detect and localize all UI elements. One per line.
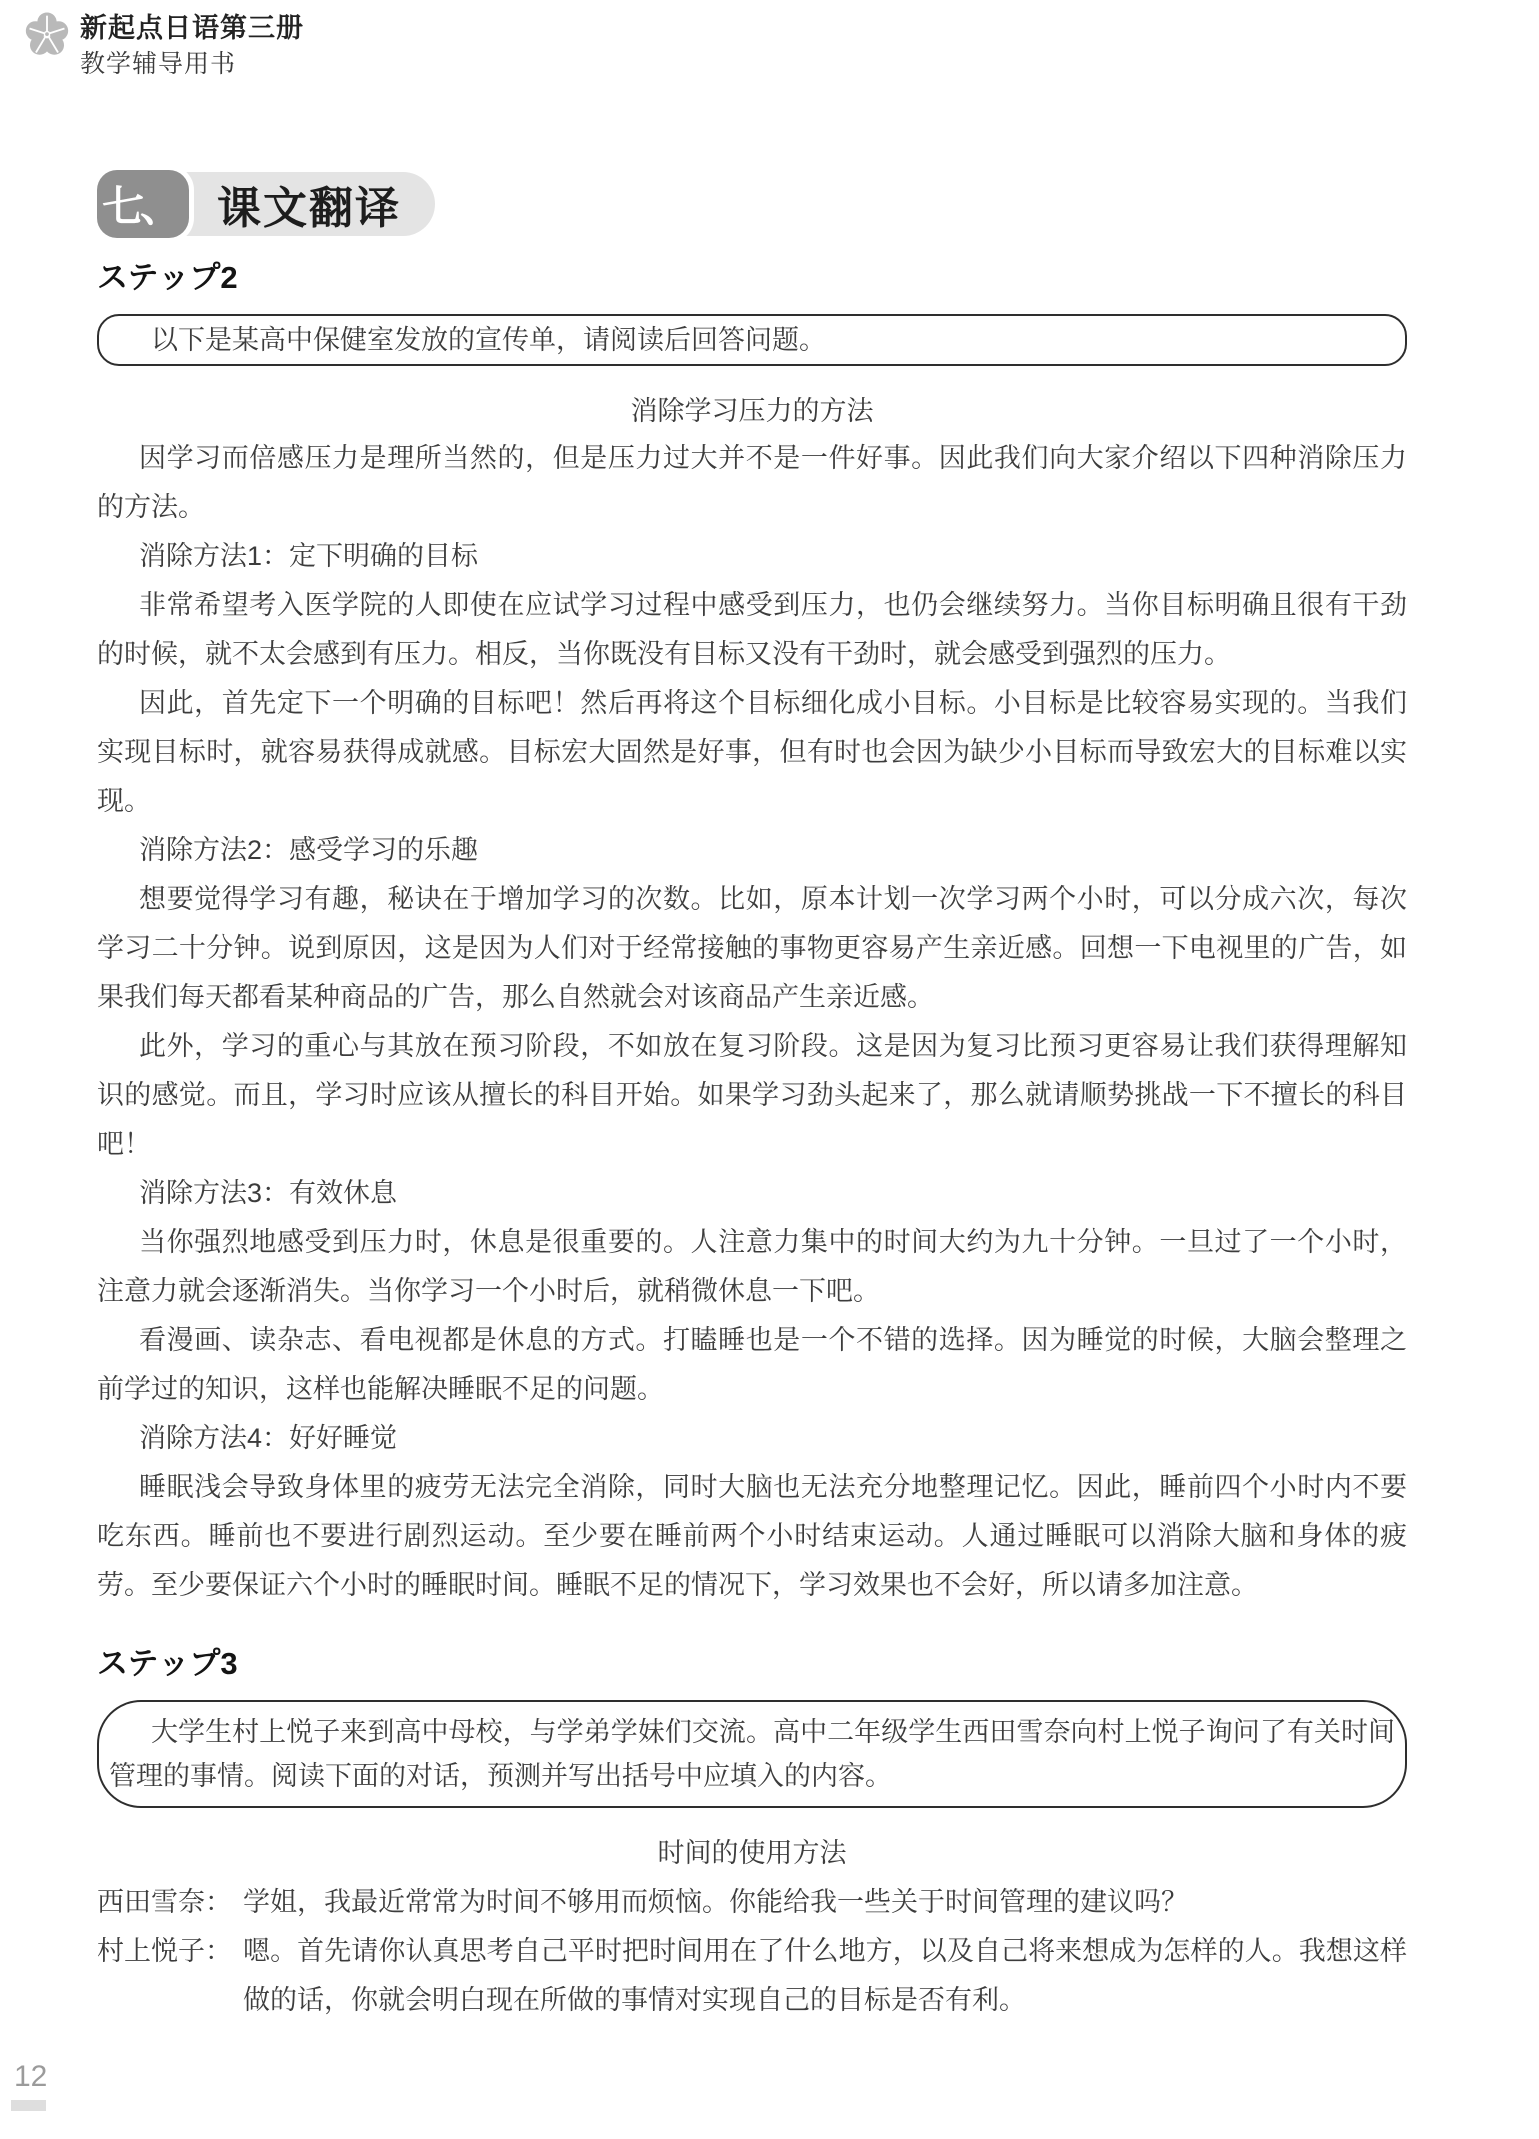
article-paragraph: 非常希望考入医学院的人即使在应试学习过程中感受到压力，也仍会继续努力。当你目标明确且很有干劲的时候，就不太会感到有压力。相反，当你既没有目标又没有干劲时，就会感受到强烈的压力。 <box>97 590 1407 669</box>
dialog-title: 时间的使用方法 <box>657 1838 847 1868</box>
section-title: 课文翻译 <box>217 184 401 233</box>
dialog-line <box>97 1878 1407 1927</box>
article-paragraph: 想要觉得学习有趣，秘诀在于增加学习的次数。比如，原本计划一次学习两个小时，可以分成六次，每次学习二十分钟。说到原因，这是因为人们对于经常接触的事物更容易产生亲近感。回想一下电视里的广告，如果我们每天都看某种商品的广告，那么自然就会对该商品产生亲近感。 <box>97 884 1407 1012</box>
step3-instruction-text: 大学生村上悦子来到高中母校，与学弟学妹们交流。高中二年级学生西田雪奈向村上悦子询问了有关时间管理的事情。阅读下面的对话，预测并写出括号中应填入的内容。 <box>109 1717 1395 1791</box>
dialog-speaker: 西田雪奈： <box>97 1887 232 1917</box>
book-header-text <box>80 10 304 79</box>
article-paragraph: 此外，学习的重心与其放在预习阶段，不如放在复习阶段。这是因为复习比预习更容易让我们获得理解知识的感觉。而且，学习时应该从擅长的科目开始。如果学习劲头起来了，那么就请顺势挑战一下不擅长的科目吧！ <box>97 1031 1407 1159</box>
dialog-speaker: 村上悦子： <box>97 1936 232 1966</box>
step2-label: ステップ2 <box>97 260 238 295</box>
step2-instruction-box <box>97 314 1407 366</box>
article-paragraph: 当你强烈地感受到压力时，休息是很重要的。人注意力集中的时间大约为九十分钟。一旦过了一个小时，注意力就会逐渐消失。当你学习一个小时后，就稍微休息一下吧。 <box>97 1227 1407 1306</box>
step2-instruction-text: 以下是某高中保健室发放的宣传单，请阅读后回答问题。 <box>151 325 826 355</box>
section-number-badge: 七、 <box>97 170 189 238</box>
article-paragraph: 因此，首先定下一个明确的目标吧！然后再将这个目标细化成小目标。小目标是比较容易实现的。当我们实现目标时，就容易获得成就感。目标宏大固然是好事，但有时也会因为缺少小目标而导致宏大的目标难以实现。 <box>97 688 1407 816</box>
dialog <box>97 1878 1407 2025</box>
method-heading-3: 消除方法3：有效休息 <box>139 1178 398 1208</box>
method-heading-4: 消除方法4：好好睡觉 <box>139 1423 398 1453</box>
page-content <box>97 170 1407 2025</box>
article-paragraph: 因学习而倍感压力是理所当然的，但是压力过大并不是一件好事。因此我们向大家介绍以下四种消除压力的方法。 <box>97 443 1407 522</box>
dialog-speech: 学姐，我最近常常为时间不够用而烦恼。你能给我一些关于时间管理的建议吗？ <box>243 1887 1188 1917</box>
article-paragraph: 看漫画、读杂志、看电视都是休息的方式。打瞌睡也是一个不错的选择。因为睡觉的时候，大脑会整理之前学过的知识，这样也能解决睡眠不足的问题。 <box>97 1325 1407 1404</box>
page-number-bar <box>11 2100 46 2111</box>
step3-instruction-box <box>97 1700 1407 1808</box>
method-heading-2: 消除方法2：感受学习的乐趣 <box>139 835 479 865</box>
page-number: 12 <box>14 2060 48 2093</box>
section-header <box>97 170 437 238</box>
book-header <box>24 10 304 79</box>
article-title: 消除学习压力的方法 <box>630 396 874 426</box>
article-paragraph: 睡眠浅会导致身体里的疲劳无法完全消除，同时大脑也无法充分地整理记忆。因此，睡前四个小时内不要吃东西。睡前也不要进行剧烈运动。至少要在睡前两个小时结束运动。人通过睡眠可以消除大脑和身体的疲劳。至少要保证六个小时的睡眠时间。睡眠不足的情况下，学习效果也不会好，所以请多加注意。 <box>97 1472 1407 1600</box>
book-title: 新起点日语第三册 <box>80 13 304 43</box>
dialog-speech: 嗯。首先请你认真思考自己平时把时间用在了什么地方，以及自己将来想成为怎样的人。我想这样做的话，你就会明白现在所做的事情对实现自己的目标是否有利。 <box>243 1936 1407 2015</box>
step3-label: ステップ3 <box>97 1646 238 1681</box>
method-heading-1: 消除方法1：定下明确的目标 <box>139 541 479 571</box>
book-subtitle: 教学辅导用书 <box>80 50 237 78</box>
flower-logo-icon <box>24 10 70 60</box>
dialog-line <box>97 1927 1407 2025</box>
